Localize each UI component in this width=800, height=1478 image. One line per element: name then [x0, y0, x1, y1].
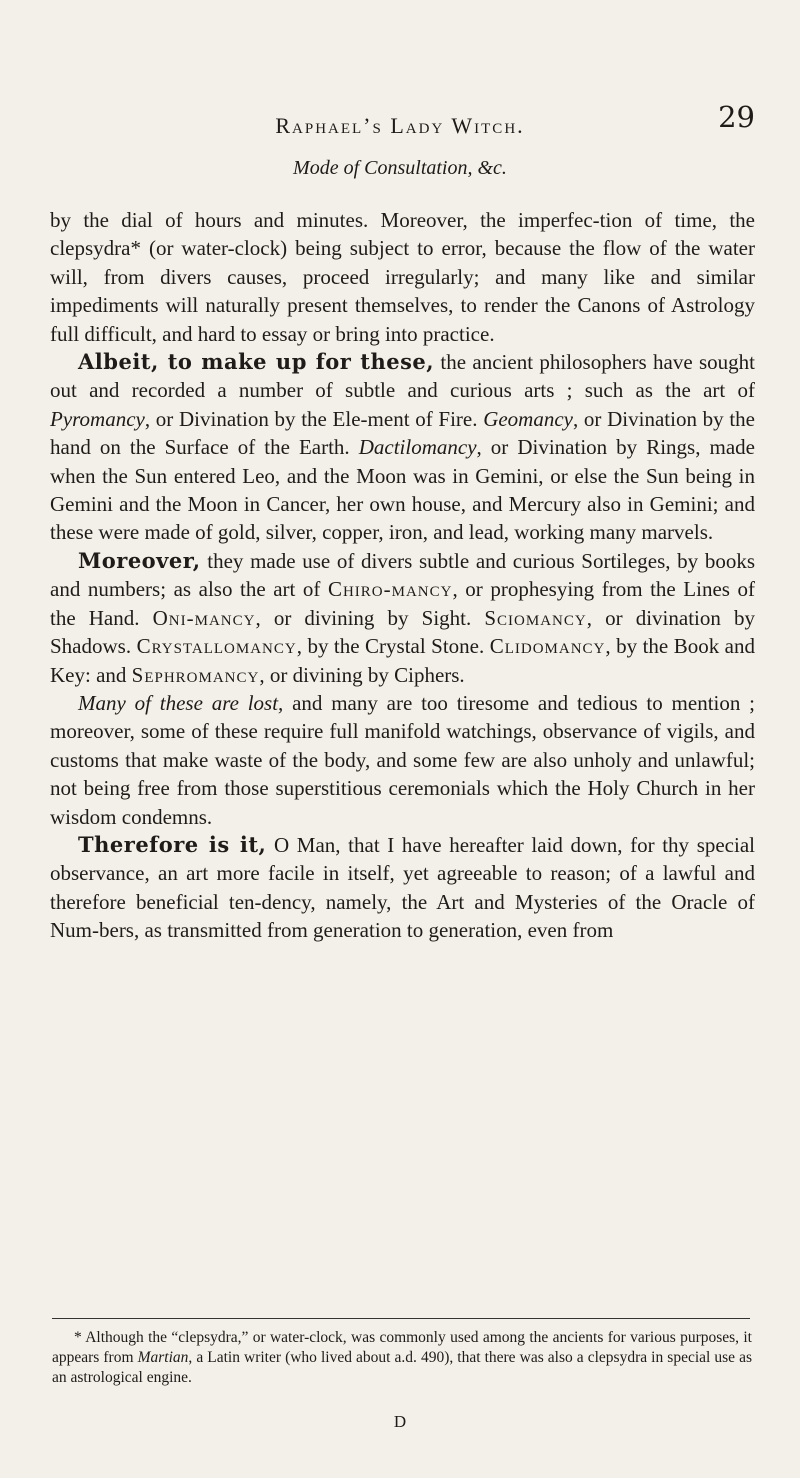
blackletter-lead: Albeit, to make up for these,	[78, 349, 435, 375]
text-run: , by the Book and Key: and	[50, 634, 755, 687]
text-run: the ancient philosophers have sought out and recorded a number of subtle and curious arts ; such as the art of	[50, 350, 756, 403]
paragraph-5	[50, 831, 755, 945]
term-geomancy: Geomancy	[483, 406, 573, 431]
term-onimancy: Oni-mancy	[152, 605, 256, 630]
text-run: O Man, that I have hereafter laid down, for thy special observance, an art more facile in itself, yet agreeable to reason; of a lawful and therefore beneficial ten-dency, namely, the Art and Mysteries of the Oracle of Num-bers, as transmitted from generation to generation, even from	[50, 832, 755, 943]
term-sciomancy: Sciomancy	[484, 605, 587, 630]
paragraph-3	[50, 547, 755, 689]
body-text	[50, 206, 755, 945]
text-run: , or Divination by Rings, made when the Sun entered Leo, and the Moon was in Gemini, or else the Sun being in Gemini and the Moon in Cancer, her own house, and Mercury also in Gemini; and these were made of gold, silver, copper, iron, and lead, working many marvels.	[50, 435, 755, 545]
page-number: 29	[718, 100, 755, 134]
term-clidomancy: Clidomancy	[489, 634, 606, 659]
text-run: , or Divination by the hand on the Surface of the Earth.	[50, 406, 755, 460]
paragraph-4	[50, 689, 755, 831]
text-run: , by the Crystal Stone.	[296, 634, 490, 659]
text-run: , or Divination by the Ele-ment of Fire.	[144, 406, 484, 431]
text-run: , or divining by Ciphers.	[259, 662, 465, 687]
term-chiromancy: Chiro-mancy	[327, 577, 453, 602]
blackletter-lead: Therefore is it,	[78, 831, 267, 857]
running-title: Raphael’s Lady Witch.	[275, 113, 525, 138]
footnote	[52, 1328, 752, 1388]
italic-lead: Many of these are lost,	[78, 690, 284, 715]
text-run: * Although the “clepsydra,” or water-clock, was commonly used among the ancients for various purposes, it appears from	[52, 1329, 752, 1366]
paragraph-1: by the dial of hours and minutes. Moreover, the imperfec-tion of time, the clepsydra* (or water-clock) being subject to error, because the flow of the water will, from divers causes, proceed irregularly; and many like and similar impediments will naturally present themselves, to render the Canons of Astrology full difficult, and hard to essay or bring into practice.	[50, 208, 755, 346]
section-subheading: Mode of Consultation, &c.	[293, 157, 507, 179]
text-run: , or divining by Sight.	[255, 605, 485, 630]
term-pyromancy: Pyromancy	[50, 406, 145, 431]
term-martian: Martian	[137, 1349, 189, 1366]
text-run: , a Latin writer (who lived about a.d. 490), that there was also a clepsydra in special use as an astrological engine.	[52, 1349, 752, 1386]
text-run: and many are too tiresome and tedious to mention ; moreover, some of these require full manifold watchings, observance of vigils, and customs that make waste of the body, and some few are also unholy and unlawful; not being free from those superstitious ceremonials which the Holy Church in her wisdom condemns.	[50, 690, 755, 829]
text-run: , or divination by Shadows.	[50, 605, 755, 659]
term-crystallomancy: Crystallomancy	[136, 634, 297, 659]
signature-mark: D	[393, 1412, 407, 1431]
text-run: , or prophesying from the Lines of the Hand.	[50, 577, 755, 630]
footnote-divider	[52, 1318, 750, 1319]
paragraph-2	[50, 348, 755, 547]
text-run: they made use of divers subtle and curious Sortileges, by books and numbers; as also the art of	[50, 548, 755, 602]
term-sephromancy: Sephromancy	[131, 662, 260, 687]
blackletter-lead: Moreover,	[78, 547, 201, 573]
footnote-text	[52, 1328, 752, 1388]
term-dactilomancy: Dactilomancy	[358, 435, 477, 460]
